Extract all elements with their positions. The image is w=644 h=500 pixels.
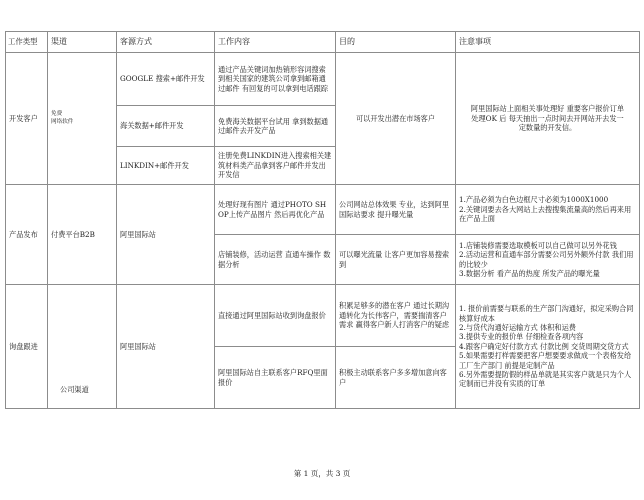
channel-cell: 付费平台B2B <box>48 185 117 285</box>
method-cell: GOOGLE 搜索+邮件开发 <box>117 53 215 106</box>
notes-cell: 阿里国际站上面相关事处理好 重要客户报价订单处理OK 后 每天抽出一点时间去开网站开去发一定数量的开发信。 <box>456 53 640 185</box>
content-cell: 免费海关数据平台试用 拿到数据通过邮件去开发产品 <box>215 106 336 147</box>
content-cell: 店铺装修，活动运营 直通车操作 数据分析 <box>215 235 336 285</box>
content-cell: 通过产品关键词加热销形容词搜索到相关国家的建筑公司拿到邮箱通过邮件 有回复的可以拿到电话跟踪 <box>215 53 336 106</box>
notes-cell: 1. 报价前需要与联系的生产部门沟通好，拟定采购合同核算好成本 2.与货代沟通好运输方式 体积和运费 3.提供专业的报价单 仔细检查各项内容 4.跟客户确定好付款方式 付款比例 交货周期交货方式 5.如果需要打样需要把客户想要要求做成一个表格发给工厂生产部门 前提是定制产品 6.另外需要提防假的样品单就是其实客户就是只为个人定制而已并没有实质的订单 <box>456 285 640 409</box>
notes-cell: 1.店铺装修需要选取模板可以自己做可以另外花钱 2.活动运营和直通车部分需要公司另外额外付款 我们用的比较少 3.数据分析 看产品的热度 所发产品的曝光量 <box>456 235 640 285</box>
table-row <box>6 53 640 106</box>
header-channel: 渠道 <box>48 32 117 53</box>
purpose-cell: 可以曝光流量 让客户更加容易搜索到 <box>336 235 456 285</box>
work-type-cell: 产品发布 <box>6 185 48 285</box>
method-cell: LINKDIN+邮件开发 <box>117 147 215 185</box>
header-notes: 注意事项 <box>456 32 640 53</box>
purpose-cell: 公司网站总体效果 专业，达到阿里国际站要求 提升曝光量 <box>336 185 456 235</box>
method-cell: 阿里国际站 <box>117 185 215 285</box>
method-cell: 海关数据+邮件开发 <box>117 106 215 147</box>
table-row <box>6 185 640 235</box>
content-cell: 注册免费LINKDIN进入搜索相关建筑材料类产品拿到客户邮件并发出开发信 <box>215 147 336 185</box>
table-row <box>6 285 640 347</box>
channel-cell: 免费 网络软件 <box>48 53 117 185</box>
purpose-cell: 积累足够多的潜在客户 通过长期沟通转化为长伟客户，需要揣清客户需求 赢得客户新人打消客户的疑虑 <box>336 285 456 347</box>
work-type-cell: 询盘跟进 <box>6 285 48 409</box>
page-footer: 第 1 页，共 3 页 <box>293 469 351 478</box>
header-work-content: 工作内容 <box>215 32 336 53</box>
content-cell: 直接通过阿里国际站收到询盘报价 <box>215 285 336 347</box>
content-cell: 阿里国际站自主联系客户RFQ里面报价 <box>215 347 336 409</box>
method-cell: 阿里国际站 <box>117 285 215 409</box>
work-plan-table <box>5 31 640 409</box>
header-purpose: 目的 <box>336 32 456 53</box>
channel-cell: 公司渠道 <box>48 285 117 409</box>
header-lead-method: 客源方式 <box>117 32 215 53</box>
purpose-cell: 积极主动联系客户多多增加意向客户 <box>336 347 456 409</box>
content-cell: 处理好现有图片 通过PHOTO SHOP上传产品图片 然后再优化产品 <box>215 185 336 235</box>
work-type-cell: 开发客户 <box>6 53 48 185</box>
notes-cell: 1.产品必须为白色边框尺寸必须为1000X1000 2.关键词要去各大网站上去搜搜集流量高的然后再来用在产品上面 <box>456 185 640 235</box>
header-row <box>6 32 640 53</box>
purpose-cell: 可以开发出潜在市场客户 <box>336 53 456 185</box>
header-work-type: 工作类型 <box>6 32 48 53</box>
